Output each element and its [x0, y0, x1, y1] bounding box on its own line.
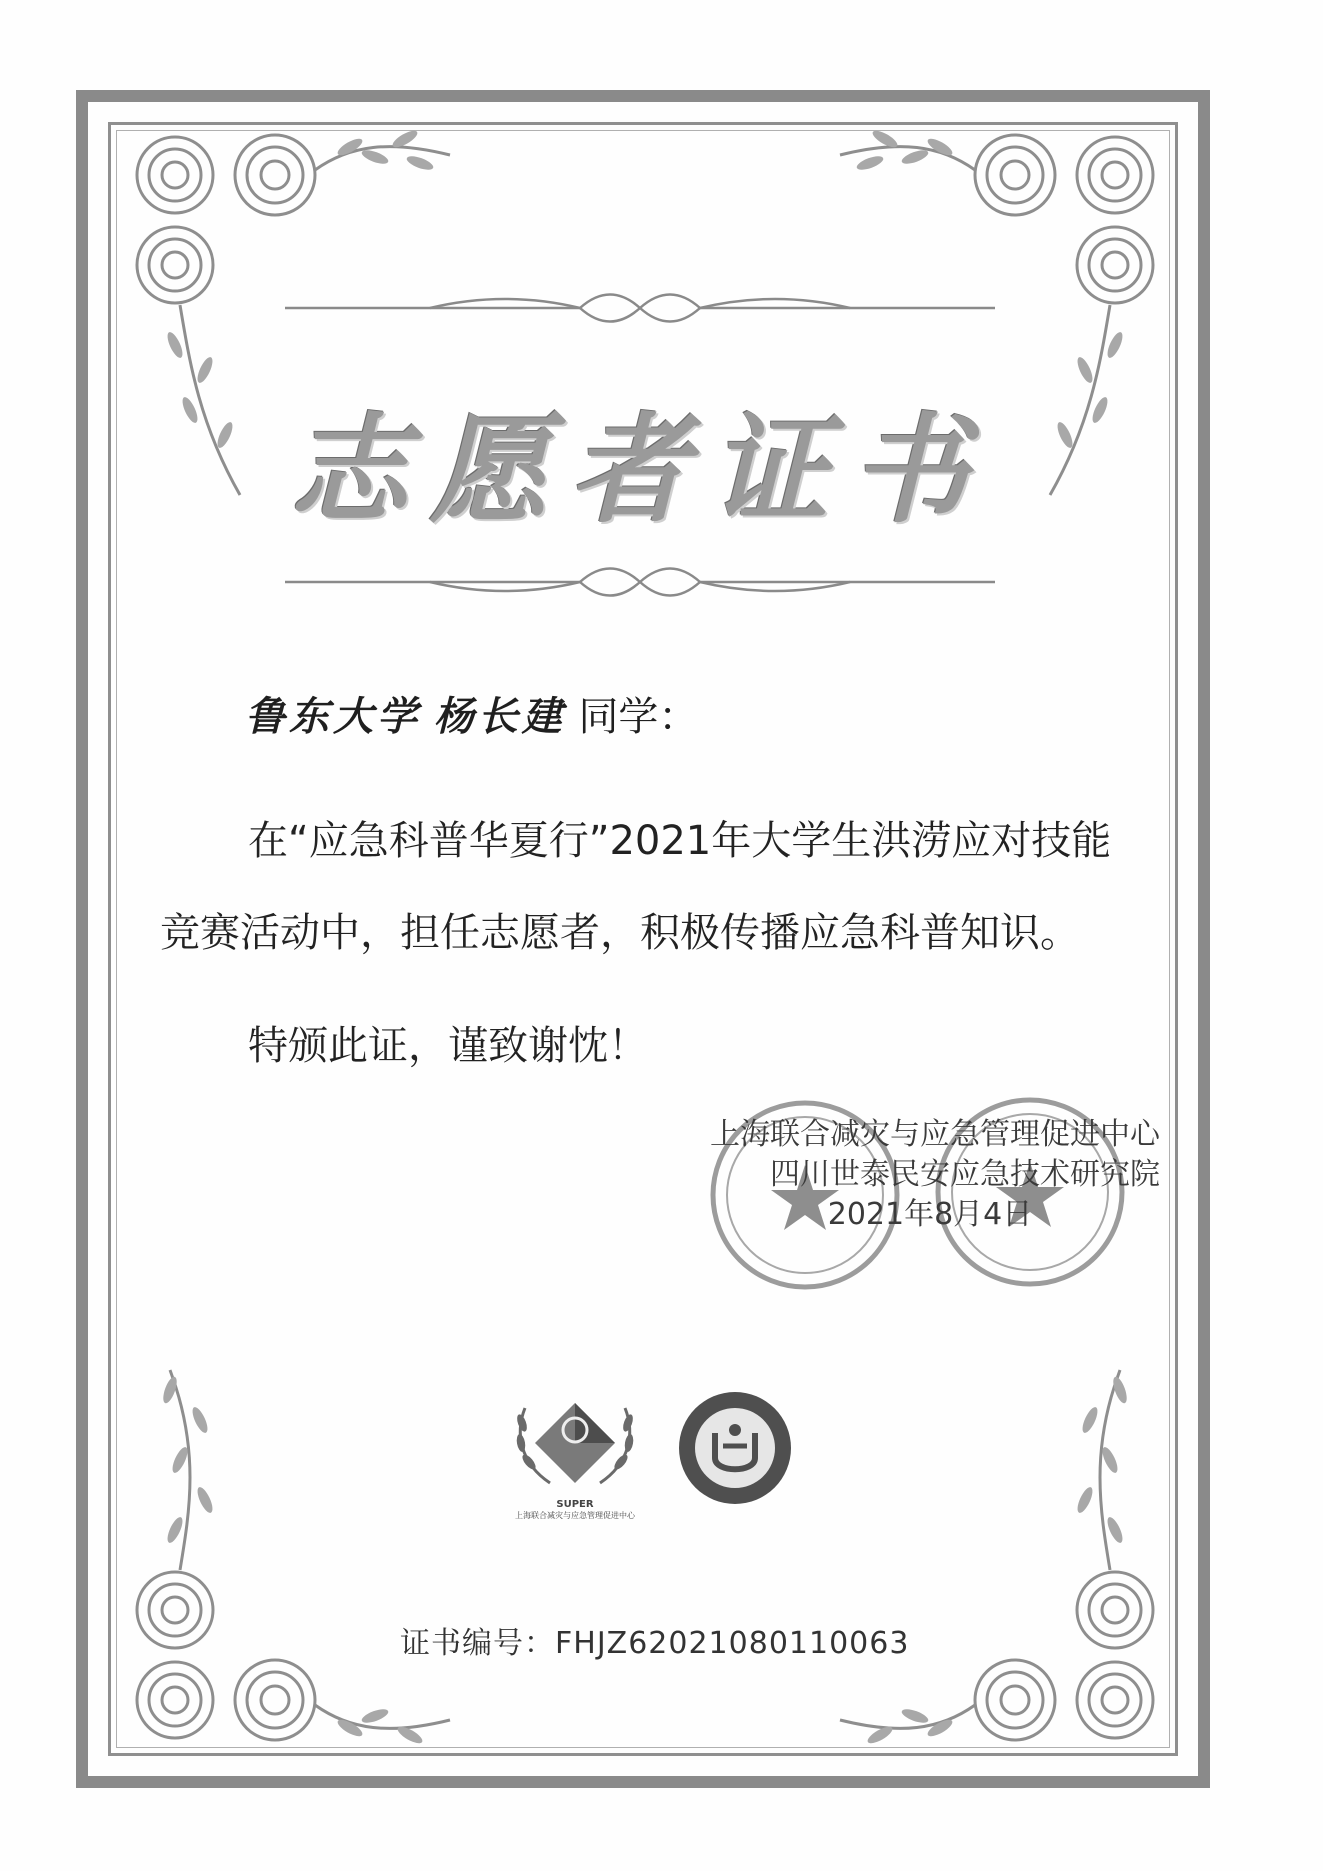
- left-logo-caption-top: SUPER: [556, 1499, 594, 1510]
- certificate-number: [400, 1618, 909, 1662]
- certificate-number-value: FHJZ62021080110063: [555, 1626, 910, 1661]
- body-paragraph-1: 在“应急科普华夏行”2021年大学生洪涝应对技能竞赛活动中，担任志愿者，积极传播应急科普知识。: [160, 818, 1112, 956]
- right-organization-logo-icon: [675, 1388, 795, 1508]
- left-organization-logo: [505, 1388, 645, 1518]
- issuer-block: [660, 1115, 1160, 1235]
- title-block: [280, 280, 1000, 610]
- certificate-number-label: 证书编号：: [400, 1626, 555, 1661]
- bottom-right-rose-ornament-icon: [830, 1360, 1170, 1750]
- body-paragraph-2: 特颁此证，谨致谢忱！: [248, 1023, 648, 1069]
- recipient-suffix: 同学：: [578, 694, 699, 740]
- bottom-left-rose-ornament-icon: [120, 1360, 460, 1750]
- top-flourish-icon: [280, 288, 1000, 328]
- issuer-1: 上海联合减灾与应急管理促进中心: [710, 1117, 1160, 1152]
- bottom-flourish-icon: [280, 562, 1000, 602]
- issue-date: 2021年8月4日: [827, 1197, 1033, 1232]
- issuer-2: 四川世泰民安应急技术研究院: [770, 1157, 1160, 1192]
- laurel-diamond-logo-icon: [505, 1388, 645, 1493]
- certificate-title: 志愿者证书: [289, 400, 990, 539]
- left-logo-caption-bottom: 上海联合减灾与应急管理促进中心: [515, 1511, 635, 1520]
- recipient-school: 鲁东大学: [245, 694, 421, 740]
- recipient-name: 杨长建: [433, 694, 566, 740]
- recipient-line: [245, 685, 698, 742]
